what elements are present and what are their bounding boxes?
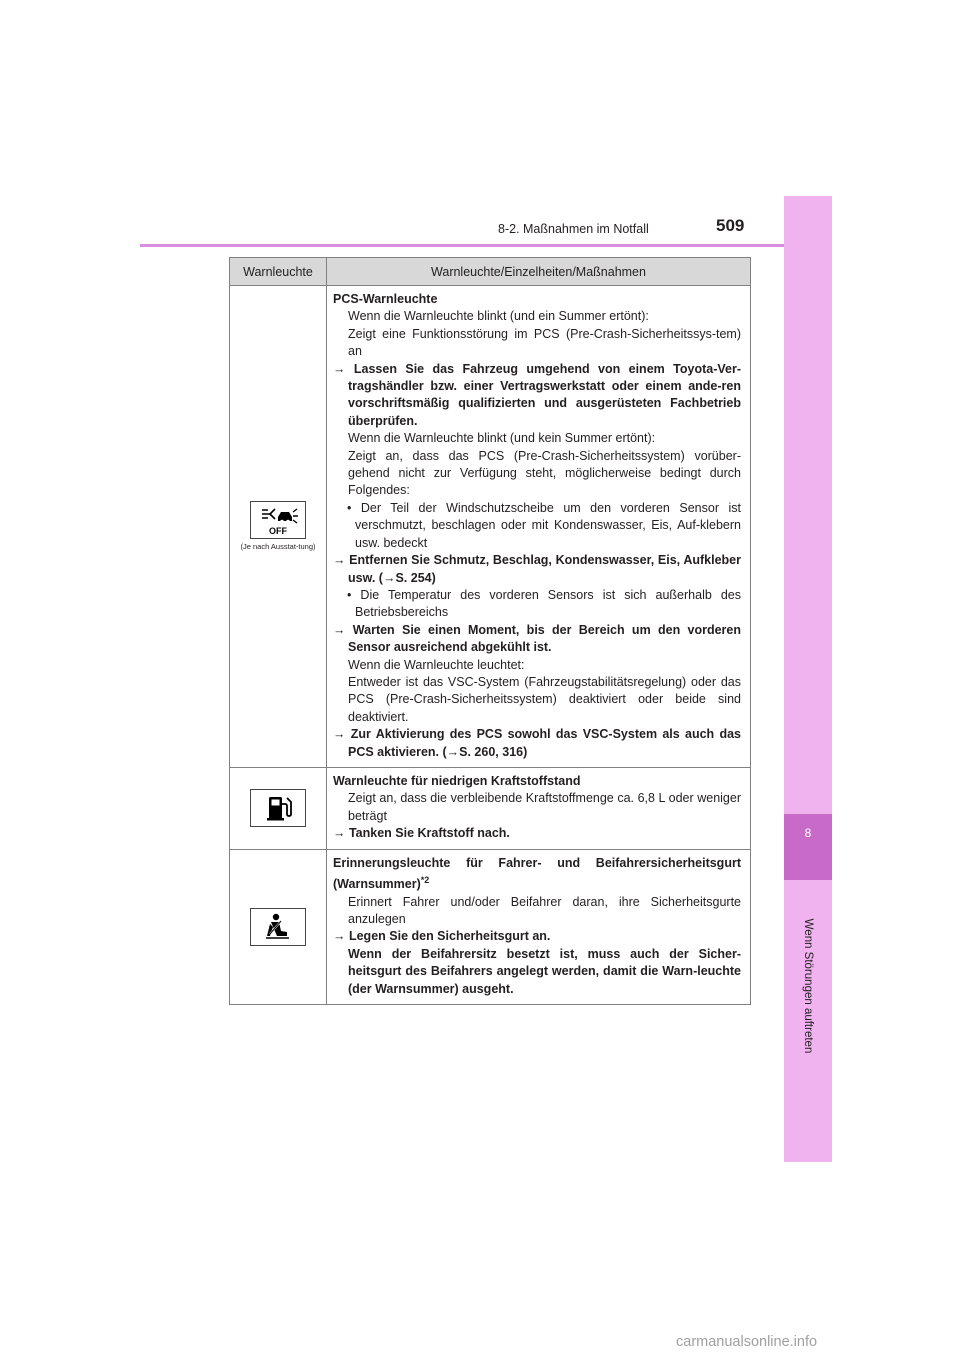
action-text: → Tanken Sie Kraftstoff nach.	[333, 826, 510, 841]
description-text: Entweder ist das VSC-System (Fahrzeugstabilitätsregelung) oder das PCS (Pre-Crash-Sicherheitssystem) deaktiviert oder beide sind deaktiviert.	[348, 674, 741, 724]
column-header-details: Warnleuchte/Einzelheiten/Maßnahmen	[327, 258, 751, 286]
bullet-item: • Die Temperatur des vorderen Sensors ist sich außerhalb des Betriebsbereichs	[347, 587, 741, 620]
action-text: → Legen Sie den Sicherheitsgurt an.	[333, 929, 551, 944]
chapter-number: 8	[804, 826, 812, 840]
icon-cell	[230, 849, 327, 1004]
table-row	[230, 767, 751, 849]
pcs-off-warning-icon	[250, 501, 306, 539]
watermark: carmanualsonline.info	[676, 1334, 818, 1350]
chapter-tab	[784, 814, 832, 880]
action-text: → Zur Aktivierung des PCS sowohl das VSC-System als auch das PCS aktivieren. (→S. 260, 316)	[333, 727, 741, 759]
footnote-marker: *2	[420, 875, 430, 885]
header-rule	[140, 244, 832, 247]
description-text: Zeigt an, dass die verbleibende Kraftstoffmenge ca. 6,8 L oder weniger beträgt	[348, 791, 741, 823]
details-cell	[327, 849, 751, 1004]
details-cell	[327, 286, 751, 768]
icon-note: (Je nach Ausstat-tung)	[240, 542, 316, 552]
condition-text: Wenn die Warnleuchte leuchtet:	[348, 657, 525, 672]
seatbelt-icon	[250, 908, 306, 946]
table-row	[230, 286, 751, 768]
table-header-row	[230, 258, 751, 286]
description-text: Zeigt eine Funktionsstörung im PCS (Pre-Crash-Sicherheitssys-tem) an	[348, 326, 741, 359]
icon-cell	[230, 286, 327, 768]
row-title: PCS-Warnleuchte	[333, 292, 438, 306]
condition-text: Wenn die Warnleuchte blinkt (und kein Summer ertönt):	[348, 431, 656, 446]
fuel-pump-icon	[250, 789, 306, 827]
details-cell	[327, 767, 751, 849]
icon-cell	[230, 767, 327, 849]
warning-lights-table	[229, 257, 751, 1005]
svg-text:OFF: OFF	[269, 526, 287, 537]
action-text-continued: Wenn der Beifahrersitz besetzt ist, muss auch der Sicher-heitsgurt des Beifahrers angelegt werden, damit die Warn-leuchte (der Warnsummer) ausgeht.	[348, 946, 741, 996]
row-title: Warnleuchte für niedrigen Kraftstoffstand	[333, 773, 581, 788]
action-text: → Warten Sie einen Moment, bis der Bereich um den vorderen Sensor ausreichend abgekühlt ist.	[333, 622, 741, 655]
action-text: → Lassen Sie das Fahrzeug umgehend von einem Toyota-Ver-tragshändler bzw. einer Vertragswerkstatt oder einem ande-ren vorschriftsmäßig qualifizierten und ausgerüsteten Fachbetrieb überprüfen.	[333, 361, 741, 428]
section-title: 8-2. Maßnahmen im Notfall	[498, 222, 649, 236]
table-row	[230, 849, 751, 1004]
column-header-warning-light: Warnleuchte	[230, 258, 327, 286]
row-title-text: Erinnerungsleuchte für Fahrer- und Beifahrersicherheitsgurt (Warnsummer)	[333, 855, 741, 892]
row-title	[333, 855, 741, 894]
page-number: 509	[716, 216, 745, 235]
chapter-title: Wenn Störungen auftreten	[802, 918, 814, 1054]
description-text: Erinnert Fahrer und/oder Beifahrer daran, ihre Sicherheitsgurte anzulegen	[348, 894, 741, 926]
bullet-item: • Der Teil der Windschutzscheibe um den vorderen Sensor ist verschmutzt, beschlagen oder mit Kondenswasser, Eis, Auf-klebern usw. bedeckt	[347, 500, 741, 550]
description-text: Zeigt an, dass das PCS (Pre-Crash-Sicherheitssystem) vorüber-gehend nicht zur Verfügung steht, möglicherweise bedingt durch Folgendes:	[348, 448, 741, 498]
condition-text: Wenn die Warnleuchte blinkt (und ein Summer ertönt):	[348, 309, 649, 324]
action-text: → Entfernen Sie Schmutz, Beschlag, Kondenswasser, Eis, Aufkleber usw. (→S. 254)	[333, 553, 741, 585]
